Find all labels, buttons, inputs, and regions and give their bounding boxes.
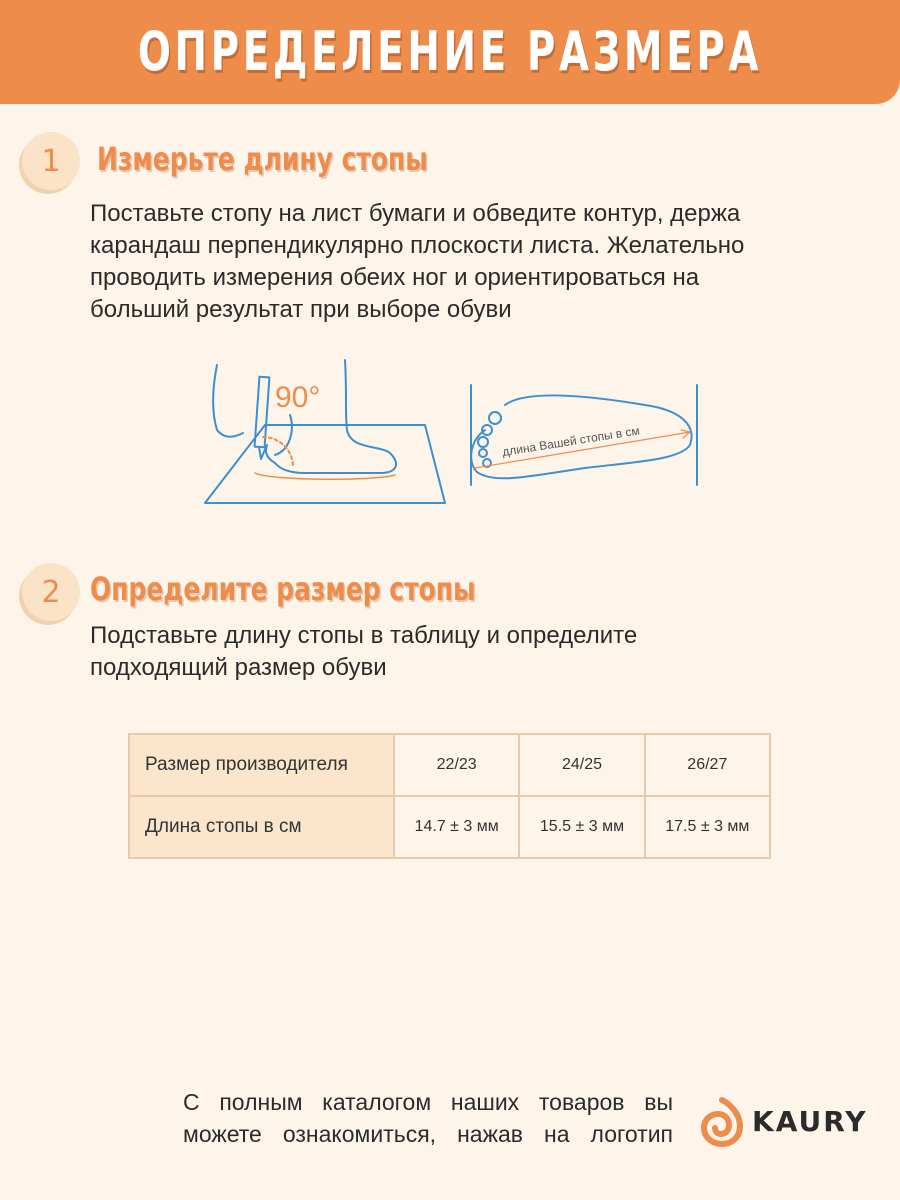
catalog-note-line-2: можете ознакомиться, нажав на логотип (183, 1121, 673, 1147)
table-cell: 14.7 ± 3 мм (394, 796, 519, 858)
table-cell: 15.5 ± 3 мм (519, 796, 644, 858)
foot-length-label: длина Вашей стопы в см (501, 423, 641, 459)
step-1-line-1: Поставьте стопу на лист бумаги и обведите контур, держа (90, 200, 741, 227)
step-1-title: Измерьте длину стопы (97, 140, 428, 178)
catalog-note-line-1: С полным каталогом наших товаров вы (183, 1089, 673, 1115)
snail-logo-icon (700, 1094, 744, 1148)
page-title: ОПРЕДЕЛЕНИЕ РАЗМЕРА (137, 20, 763, 83)
step-1-instructions (90, 198, 744, 326)
step-1-line-4: больший результат при выборе обуви (90, 296, 512, 323)
step-2-number: 2 (41, 574, 61, 610)
header-banner (0, 0, 900, 104)
paper-sheet-shape (205, 425, 445, 503)
step-1-line-3: проводить измерения обеих ног и ориентироваться на (90, 264, 700, 291)
table-cell: 26/27 (645, 734, 770, 796)
step-1-badge (22, 132, 80, 190)
step-2-line-1: Подставьте длину стопы в таблицу и определите (90, 622, 638, 649)
foot-tracing-illustration (195, 355, 455, 515)
size-table (128, 733, 771, 859)
table-row (129, 734, 770, 796)
table-cell: 24/25 (519, 734, 644, 796)
step-2-line-2: подходящий размер обуви (90, 654, 387, 681)
step-1-number: 1 (41, 143, 61, 179)
step-1-line-2: карандаш перпендикулярно плоскости листа. Желательно (90, 232, 745, 259)
catalog-note (183, 1086, 673, 1150)
kaury-logo-link[interactable] (700, 1094, 880, 1148)
step-2-badge (22, 563, 80, 621)
table-cell: 22/23 (394, 734, 519, 796)
table-cell: 17.5 ± 3 мм (645, 796, 770, 858)
step-2-instructions (90, 620, 637, 684)
logo-text: KAURY (752, 1104, 868, 1138)
angle-label: 90° (275, 381, 321, 414)
table-row (129, 796, 770, 858)
row-header-size: Размер производителя (129, 734, 394, 796)
step-2-title: Определите размер стопы (90, 570, 476, 608)
footprint-length-illustration (465, 380, 710, 495)
row-header-length: Длина стопы в см (129, 796, 394, 858)
